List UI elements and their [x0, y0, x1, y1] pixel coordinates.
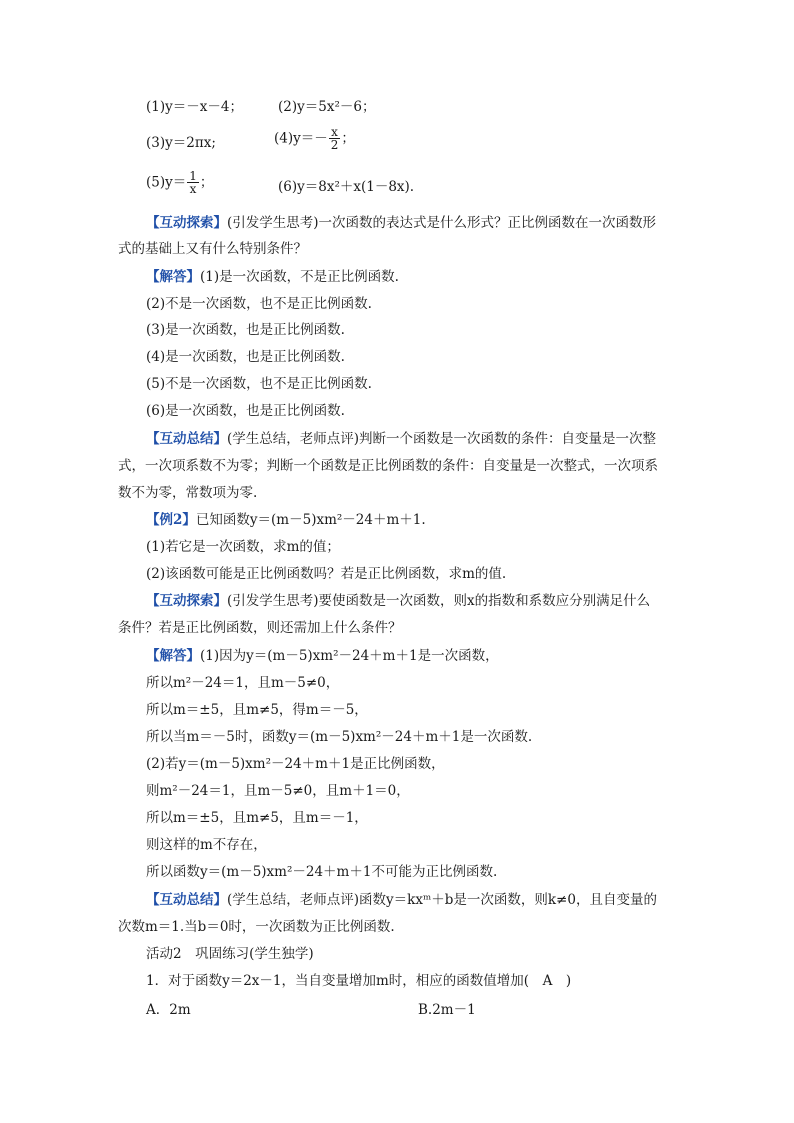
- problem-5: (5)y＝ $\frac{1}{x}$ ；: [146, 169, 214, 196]
- answer-1-line-6: (6)是一次函数，也是正比例函数.: [146, 403, 345, 419]
- answer-2-line-6: 则m²－24＝1，且m－5≠0，且m＋1＝0，: [146, 783, 410, 799]
- explore-1-line-2: 式的基础上又有什么特别条件？: [118, 241, 307, 257]
- summary-tag: 【互动总结】: [146, 431, 227, 447]
- explore-tag-2: 【互动探索】: [146, 593, 227, 609]
- activity-2-question-1: 1．对于函数y＝2x－1，当自变量增加m时，相应的函数值增加( A ): [146, 973, 572, 989]
- option-a: A．2m: [146, 1002, 191, 1018]
- explore-2-line-1: 【互动探索】(引发学生思考)要使函数是一次函数，则x的指数和系数应分别满足什么: [146, 593, 651, 609]
- summary-2-line-2: 次数m＝1.当b＝0时，一次函数为正比例函数.: [118, 919, 395, 935]
- answer-1-line-4: (4)是一次函数，也是正比例函数.: [146, 349, 345, 365]
- summary-tag-2: 【互动总结】: [146, 892, 227, 908]
- explore-2-line-2: 条件？若是正比例函数，则还需加上什么条件？: [118, 620, 402, 636]
- problem-2: (2)y＝5x²－6；: [278, 99, 376, 115]
- answer-2-line-4: 所以当m＝－5时，函数y＝(m－5)xm²－24＋m＋1是一次函数.: [146, 729, 533, 745]
- answer-2-line-7: 所以m＝±5，且m≠5，且m＝－1，: [146, 810, 368, 826]
- summary-2-line-1: 【互动总结】(学生总结，老师点评)函数y＝kxᵐ＋b是一次函数，则k≠0，且自变量的: [146, 892, 657, 908]
- answer-1-line-2: (2)不是一次函数，也不是正比例函数.: [146, 296, 372, 312]
- answer-2-line-5: (2)若y＝(m－5)xm²－24＋m＋1是正比例函数，: [146, 756, 445, 772]
- option-b: B.2m－1: [418, 1002, 476, 1018]
- answer-1-line-3: (3)是一次函数，也是正比例函数.: [146, 322, 345, 338]
- example-2-line: 【例2】已知函数y＝(m－5)xm²－24＋m＋1.: [146, 512, 426, 528]
- example-tag: 【例2】: [146, 512, 196, 528]
- fraction-x-over-2: $\frac{x}{2}$: [330, 125, 339, 152]
- problem-4: (4)y＝－ $\frac{x}{2}$ ；: [274, 125, 355, 152]
- problem-6: (6)y＝8x²＋x(1－8x).: [278, 179, 415, 195]
- fraction-1-over-x: $\frac{1}{x}$: [189, 169, 197, 196]
- answer-2-line-9: 所以函数y＝(m－5)xm²－24＋m＋1不可能为正比例函数.: [146, 864, 498, 880]
- answer-2-line-3: 所以m＝±5，且m≠5，得m＝－5，: [146, 702, 368, 718]
- answer-2-line-2: 所以m²－24＝1，且m－5≠0，: [146, 675, 340, 691]
- summary-1-line-2: 式，一次项系数不为零；判断一个函数是正比例函数的条件：自变量是一次整式，一次项系: [118, 458, 658, 474]
- answer-2-line-8: 则这样的m不存在，: [146, 837, 267, 853]
- example-2-question-1: (1)若它是一次函数，求m的值；: [146, 539, 340, 555]
- summary-1-line-1: 【互动总结】(学生总结，老师点评)判断一个函数是一次函数的条件：自变量是一次整: [146, 431, 657, 447]
- explore-tag: 【互动探索】: [146, 215, 227, 231]
- problem-1: (1)y＝－x－4；: [146, 99, 243, 115]
- problem-3: (3)y＝2πx;: [146, 135, 216, 151]
- summary-1-line-3: 数不为零，常数项为零.: [118, 485, 258, 501]
- answer-tag-2: 【解答】: [146, 648, 200, 664]
- activity-2-title: 活动2 巩固练习(学生独学): [146, 946, 314, 962]
- answer-2-line-1: 【解答】(1)因为y＝(m－5)xm²－24＋m＋1是一次函数，: [146, 648, 499, 664]
- example-2-question-2: (2)该函数可能是正比例函数吗？若是正比例函数，求m的值.: [146, 566, 507, 582]
- answer-1-line-1: 【解答】(1)是一次函数，不是正比例函数.: [146, 269, 399, 285]
- answer-tag: 【解答】: [146, 269, 200, 285]
- explore-1-line-1: 【互动探索】(引发学生思考)一次函数的表达式是什么形式？正比例函数在一次函数形: [146, 215, 657, 231]
- answer-1-line-5: (5)不是一次函数，也不是正比例函数.: [146, 376, 372, 392]
